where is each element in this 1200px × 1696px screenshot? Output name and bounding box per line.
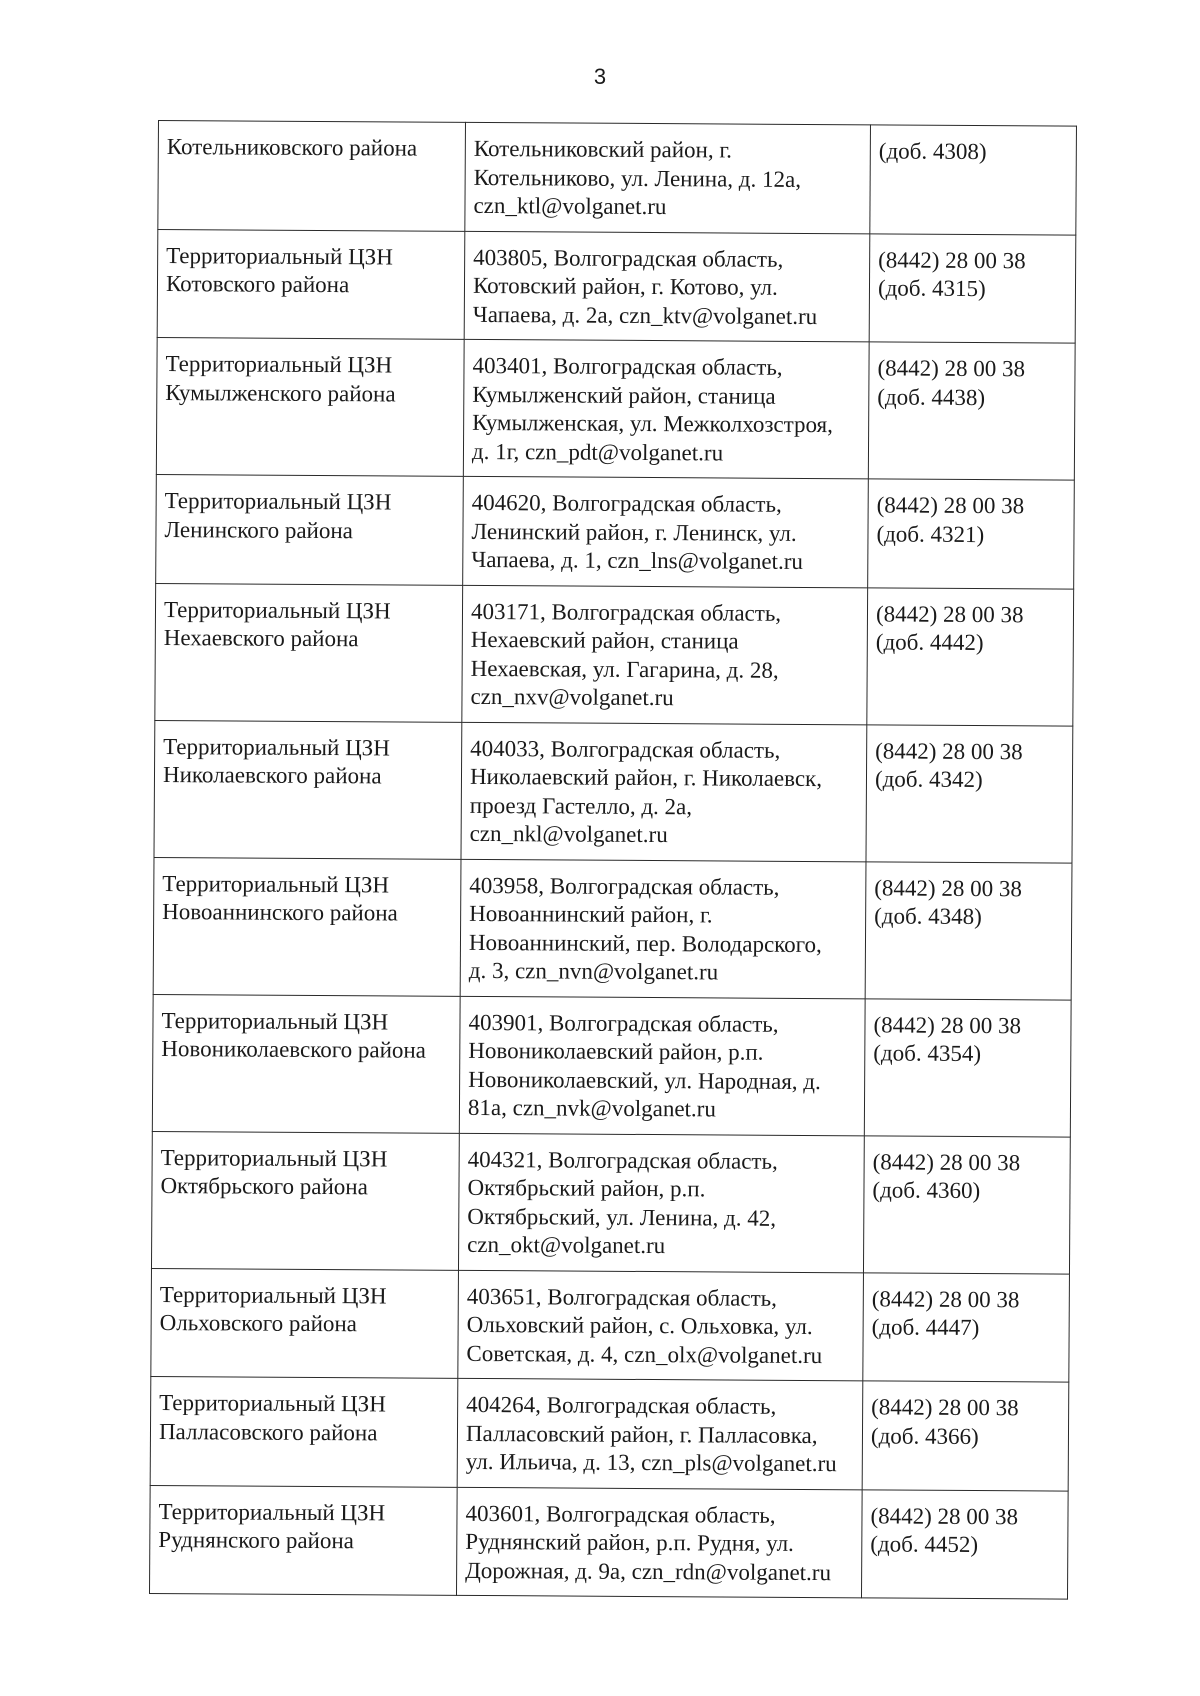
address-line: Дорожная, д. 9а, czn_rdn@volganet.ru [465,1557,832,1585]
address-line: 403958, Волгоградская область, [469,872,780,900]
address-line: 403805, Волгоградская область, [473,244,784,272]
address-line: 403171, Волгоградская область, [470,598,782,626]
table-row [151,1268,1070,1382]
phone-cell [865,861,1072,999]
address-line: Чапаева, д. 1, czn_lns@volganet.ru [471,546,803,574]
phone-line: (8442) 28 00 38 [875,600,1024,627]
name-line: Территориальный ЦЗН [159,1281,387,1308]
phone-cell [862,1381,1069,1491]
org-name-cell [156,337,464,476]
phone-line: (доб. 4452) [870,1531,979,1558]
name-line: Октябрьского района [160,1173,368,1200]
name-line: Территориальный ЦЗН [166,242,393,269]
phone-cell [866,724,1073,862]
org-name-cell [154,720,462,859]
address-line: 403651, Волгоградская область, [466,1283,778,1311]
phone-line: (доб. 4360) [872,1177,981,1204]
name-line: Ленинского района [164,516,354,543]
address-line: Чапаева, д. 2а, czn_ktv@volganet.ru [472,301,818,329]
org-name-cell [152,994,460,1133]
phone-line: (8442) 28 00 38 [871,1394,1019,1421]
address-line: Октябрьский район, р.п. [467,1174,706,1202]
org-name-cell [156,474,464,584]
name-line: Ольховского района [159,1310,358,1337]
address-line: 403901, Волгоградская область, [468,1009,779,1037]
phone-line: (доб. 4342) [874,766,983,793]
phone-line: (8442) 28 00 38 [871,1285,1020,1312]
address-line: 404321, Волгоградская область, [467,1146,778,1174]
address-line: Котельниковский район, г. [473,135,733,163]
address-line: czn_nxv@volganet.ru [470,683,674,711]
phone-cell [868,342,1075,480]
phone-line: (доб. 4447) [871,1314,980,1341]
address-cell [458,1270,864,1381]
table-row [152,994,1071,1137]
address-line: Кумылженская, ул. Межколхозстроя, [472,409,833,438]
address-line: 404620, Волгоградская область, [471,489,782,517]
phone-line: (8442) 28 00 38 [870,1502,1019,1529]
address-line: Нехаевский район, станица [470,626,739,654]
address-line: Новониколаевский, ул. Народная, д. [468,1066,821,1094]
name-line: Территориальный ЦЗН [159,1390,386,1417]
address-line: Ольховский район, с. Ольховка, ул. [466,1311,813,1340]
address-line: Палласовский район, г. Палласовка, [465,1420,818,1448]
address-cell [463,476,869,587]
address-line: 403601, Волгоградская область, [465,1500,776,1528]
table-row [156,474,1075,588]
name-line: Нехаевского района [163,625,359,652]
address-line: Кумылженский район, станица [472,381,776,409]
name-line: Территориальный ЦЗН [163,596,391,623]
phone-line: (доб. 4308) [878,138,987,165]
phone-line: (8442) 28 00 38 [877,355,1026,382]
address-line: ул. Ильича, д. 13, czn_pls@volganet.ru [465,1448,837,1477]
phone-cell [869,233,1076,343]
table-row [157,229,1076,343]
name-line: Территориальный ЦЗН [158,1498,386,1525]
phone-cell [861,1489,1068,1599]
address-line: czn_ktl@volganet.ru [473,192,667,220]
address-line: 403401, Волгоградская область, [472,352,783,380]
address-line: Новониколаевский район, р.п. [468,1037,764,1065]
phone-cell [864,998,1071,1136]
table-row [153,857,1072,1000]
phone-line: (8442) 28 00 38 [874,874,1022,901]
name-line: Территориальный ЦЗН [163,733,390,760]
org-name-cell [158,121,466,231]
org-name-cell [153,857,461,996]
name-line: Территориальный ЦЗН [165,351,393,378]
org-name-cell [155,583,463,722]
phone-cell [870,125,1077,235]
phone-line: (8442) 28 00 38 [873,1011,1022,1038]
phone-line: (доб. 4348) [874,903,982,930]
phone-line: (доб. 4438) [877,383,986,410]
phone-cell [867,587,1074,725]
table-row [155,583,1074,726]
phone-cell [868,479,1075,589]
phone-line: (8442) 28 00 38 [878,246,1026,273]
address-line: Октябрьский, ул. Ленина, д. 42, [467,1203,777,1231]
org-name-cell [149,1485,457,1595]
page-number: 3 [593,64,607,89]
name-line: Николаевского района [162,762,382,789]
address-line: Николаевский район, г. Николаевск, [469,763,823,792]
phone-line: (8442) 28 00 38 [875,737,1023,764]
phone-line: (8442) 28 00 38 [876,492,1025,519]
address-cell [460,859,866,998]
address-cell [457,1378,863,1489]
name-line: Палласовского района [158,1418,378,1445]
address-line: Новоаннинский район, г. [469,900,713,928]
table-row [151,1131,1070,1274]
address-line: Ленинский район, г. Ленинск, ул. [471,518,797,546]
org-name-cell [157,229,465,339]
address-line: Новоаннинский, пер. Володарского, [468,929,822,957]
table-row [158,121,1077,235]
name-line: Территориальный ЦЗН [161,1007,389,1034]
name-line: Территориальный ЦЗН [164,488,392,515]
name-line: Котельниковского района [166,134,418,161]
table-row [154,720,1073,863]
name-line: Территориальный ЦЗН [160,1144,388,1171]
address-line: czn_okt@volganet.ru [467,1231,666,1259]
name-line: Кумылженского района [165,379,396,406]
name-line: Новоаннинского района [162,899,398,926]
name-line: Руднянского района [158,1527,355,1554]
address-line: 404033, Волгоградская область, [470,735,781,763]
table-row [156,337,1075,480]
contacts-table [149,120,1077,1600]
address-line: Руднянский район, р.п. Рудня, ул. [465,1528,794,1556]
table-row [150,1376,1069,1490]
address-line: проезд Гастелло, д. 2а, [469,792,693,819]
address-line: 404264, Волгоградская область, [466,1391,777,1419]
address-line: Нехаевская, ул. Гагарина, д. 28, [470,655,779,683]
phone-line: (доб. 4442) [875,629,984,656]
address-cell [461,722,867,861]
phone-line: (8442) 28 00 38 [872,1148,1021,1175]
address-cell [459,996,865,1135]
name-line: Территориальный ЦЗН [162,870,390,897]
phone-line: (доб. 4366) [870,1422,979,1449]
address-line: 81а, czn_nvk@volganet.ru [467,1094,716,1122]
address-line: Котельниково, ул. Ленина, д. 12а, [473,164,802,192]
address-cell [462,585,868,724]
address-line: czn_nkl@volganet.ru [469,820,668,848]
phone-cell [863,1135,1070,1273]
address-line: Советская, д. 4, czn_olx@volganet.ru [466,1340,823,1368]
name-line: Котовского района [165,271,350,298]
address-line: Котовский район, г. Котово, ул. [472,272,778,300]
address-cell [456,1487,862,1598]
org-name-cell [151,1268,459,1378]
org-name-cell [150,1376,458,1486]
address-cell [463,339,869,478]
address-line: д. 1г, czn_pdt@volganet.ru [471,438,724,465]
address-cell [464,231,870,342]
address-cell [458,1133,864,1272]
phone-line: (доб. 4315) [877,275,986,302]
table-row [149,1485,1068,1599]
phone-line: (доб. 4354) [873,1040,982,1067]
contacts-table-body [149,121,1076,1600]
org-name-cell [151,1131,459,1270]
name-line: Новониколаевского района [161,1036,427,1063]
address-cell [465,122,871,233]
address-line: д. 3, czn_nvn@volganet.ru [468,957,719,985]
phone-cell [863,1272,1070,1382]
phone-line: (доб. 4321) [876,520,985,547]
